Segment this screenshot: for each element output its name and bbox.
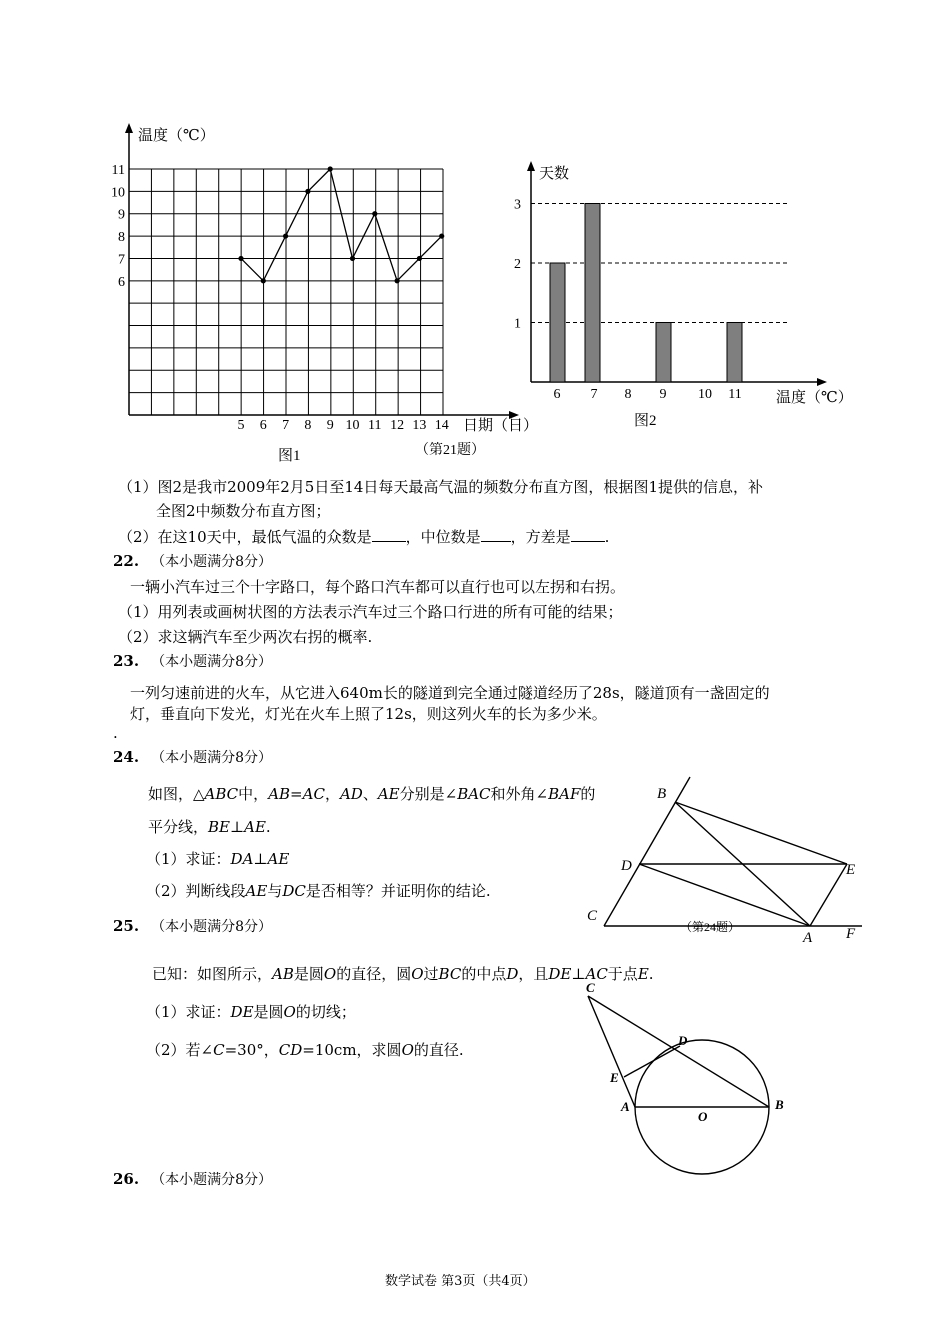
q25-label-D: D bbox=[678, 1033, 688, 1048]
q25-label-A: A bbox=[621, 1099, 630, 1114]
fig2-xtick-label: 7 bbox=[590, 387, 598, 402]
q25-label-E: E bbox=[610, 1070, 619, 1085]
fig1-xtick-label: 10 bbox=[345, 418, 360, 433]
fig1-ytick-label: 7 bbox=[118, 252, 125, 268]
fig2-xtick-label: 10 bbox=[698, 387, 712, 402]
q25-line1: 已知：如图所示，AB是圆O的直径，圆O过BC的中点D，且DE⊥AC于点E. bbox=[152, 965, 654, 983]
q24-label-E: E bbox=[846, 862, 856, 878]
q24-line1: 如图，△ABC中，AB=AC，AD、AE分别是∠BAC和外角∠BAF的 bbox=[148, 785, 596, 803]
q23-line2: 灯，垂直向下发光，灯光在火车上照了12s，则这列火车的长为多少米。 bbox=[130, 705, 607, 723]
q24-caption: （第24题） bbox=[680, 920, 741, 934]
segment-CB bbox=[588, 996, 769, 1107]
figure-caption: （第21题） bbox=[415, 443, 485, 458]
fig1-xtick-label: 6 bbox=[259, 418, 267, 433]
fig1-ylabel: 温度（℃） bbox=[138, 128, 215, 144]
q22-heading: 22. （本小题满分8分） bbox=[113, 552, 273, 570]
q21-part2: （2）在这10天中，最低气温的众数是 ，中位数是 ，方差是 . bbox=[118, 528, 610, 546]
q22-line1: 一辆小汽车过三个十字路口，每个路口汽车都可以直行也可以左拐和右拐。 bbox=[130, 578, 626, 596]
fig2-ytick-label: 3 bbox=[514, 197, 521, 213]
q22-line2: （1）用列表或画树状图的方法表示汽车过三个路口行进的所有可能的结果； bbox=[118, 603, 623, 621]
q25-part2: （2）若∠C=30°，CD=10cm，求圆O的直径. bbox=[146, 1041, 464, 1059]
q26-heading: 26. （本小题满分8分） bbox=[113, 1170, 273, 1188]
fig2-xtick-label: 6 bbox=[553, 387, 561, 402]
q23-line1: 一列匀速前进的火车，从它进入640m长的隧道到完全通过隧道经历了28s，隧道顶有一盏固定的 bbox=[130, 684, 770, 702]
q24-label-B: B bbox=[657, 786, 667, 802]
fig2-xtick-label: 11 bbox=[728, 387, 742, 402]
segment-CA bbox=[588, 996, 635, 1107]
fig2-xtick-label: 8 bbox=[624, 387, 632, 402]
q24-heading: 24. （本小题满分8分） bbox=[113, 748, 273, 766]
q23-stray-dot: . bbox=[113, 724, 118, 742]
fig1-ytick-label: 10 bbox=[111, 185, 125, 201]
fig2-ytick-label: 1 bbox=[514, 316, 521, 332]
fig1-xtick-label: 13 bbox=[412, 418, 427, 433]
fig1-ytick-label: 6 bbox=[118, 274, 125, 290]
fig1-xtick-label: 5 bbox=[237, 418, 245, 433]
fig2-ylabel: 天数 bbox=[539, 166, 570, 182]
fig2-xlabel: 温度（℃） bbox=[776, 390, 853, 406]
segment-DE bbox=[624, 1046, 680, 1077]
q24-line2: 平分线，BE⊥AE. bbox=[148, 818, 271, 836]
q25-heading: 25. （本小题满分8分） bbox=[113, 917, 273, 935]
fig1-xtick-label: 9 bbox=[326, 418, 334, 433]
q24-label-D: D bbox=[621, 858, 632, 874]
q25-label-B: B bbox=[775, 1097, 784, 1112]
q21-part1-line2: 全图2中频数分布直方图； bbox=[156, 502, 331, 520]
fig1-xlabel: 日期（日） bbox=[463, 418, 539, 434]
fig1-xtick-label: 8 bbox=[304, 418, 312, 433]
fig2-ytick-label: 2 bbox=[514, 257, 521, 272]
fig1-title: 图1 bbox=[278, 448, 301, 464]
q22-line3: （2）求这辆汽车至少两次右拐的概率. bbox=[118, 628, 373, 646]
fig1-xtick-label: 7 bbox=[282, 418, 290, 433]
page-footer: 数学试卷 第3页（共4页） bbox=[385, 1274, 536, 1289]
fig2-xtick-label: 9 bbox=[659, 387, 667, 402]
q24-label-C: C bbox=[587, 908, 598, 924]
fig2-title: 图2 bbox=[634, 413, 657, 429]
fig1-xtick-label: 12 bbox=[390, 418, 405, 433]
q24-part1: （1）求证：DA⊥AE bbox=[146, 850, 290, 868]
fig1-ytick-label: 8 bbox=[118, 230, 125, 246]
q24-part2: （2）判断线段AE与DC是否相等？并证明你的结论. bbox=[146, 882, 491, 900]
q24-label-A: A bbox=[803, 930, 813, 946]
q23-heading: 23. （本小题满分8分） bbox=[113, 652, 273, 670]
fig1-xtick-label: 11 bbox=[368, 418, 382, 433]
q25-label-O: O bbox=[698, 1109, 708, 1124]
fig1-ytick-label: 11 bbox=[111, 163, 125, 178]
fig1-ytick-label: 9 bbox=[118, 207, 125, 223]
fig1-xtick-label: 14 bbox=[434, 418, 449, 433]
q21-part1-line1: （1）图2是我市2009年2月5日至14日每天最高气温的频数分布直方图，根据图1提供的信息，补 bbox=[118, 478, 763, 496]
q25-part1: （1）求证：DE是圆O的切线； bbox=[146, 1003, 356, 1021]
q25-label-C: C bbox=[586, 980, 595, 995]
q24-label-F: F bbox=[846, 926, 856, 942]
